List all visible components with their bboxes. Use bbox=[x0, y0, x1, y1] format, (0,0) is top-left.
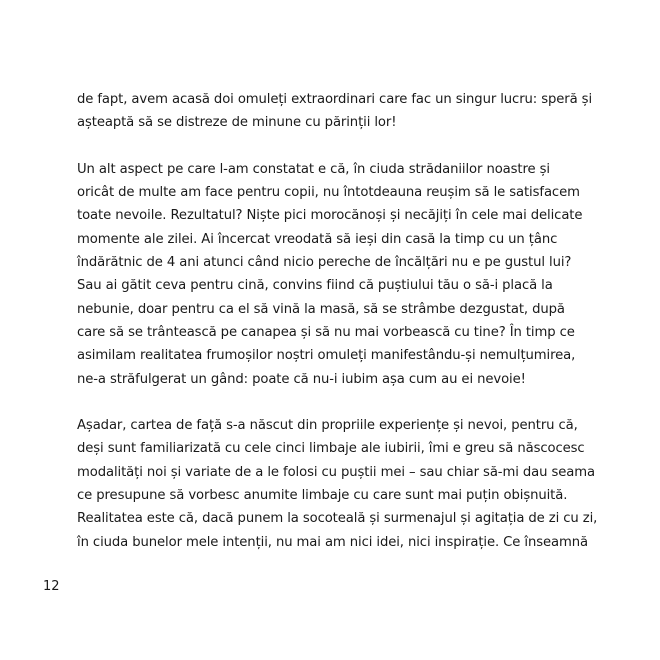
text-line: momente ale zilei. Ai încercat vreodată să ieși din casă la timp cu un țânc bbox=[77, 231, 558, 247]
paragraph-3 bbox=[77, 414, 598, 554]
paragraph-2 bbox=[77, 158, 583, 391]
text-line: Realitatea este că, dacă punem la socoteală și surmenajul și agitația de zi cu zi, bbox=[77, 511, 598, 527]
text-line: care să se trântească pe canapea și să nu mai vorbească cu tine? În timp ce bbox=[77, 324, 575, 340]
text-line: oricât de multe am face pentru copii, nu întotdeauna reușim să le satisfacem bbox=[77, 185, 580, 201]
text-line: așteaptă să se distreze de minune cu părinții lor! bbox=[77, 115, 397, 131]
text-line: toate nevoile. Rezultatul? Niște pici morocănoși și necăjiți în cele mai delicate bbox=[77, 208, 583, 224]
text-line: în ciuda bunelor mele intenții, nu mai am nici idei, nici inspirație. Ce înseamnă bbox=[77, 534, 588, 550]
page-number: 12 bbox=[43, 579, 60, 594]
text-line: ne-a străfulgerat un gând: poate că nu-i iubim așa cum au ei nevoie! bbox=[77, 371, 526, 387]
text-line: ce presupune să vorbesc anumite limbaje cu care sunt mai puțin obișnuită. bbox=[77, 488, 568, 504]
paragraph-1 bbox=[77, 88, 593, 135]
text-line: de fapt, avem acasă doi omuleți extraordinari care fac un singur lucru: speră și bbox=[77, 92, 593, 107]
text-line: asimilam realitatea frumoșilor noștri omuleți manifestându-și nemulțumirea, bbox=[77, 348, 576, 364]
text-line: Sau ai gătit ceva pentru cină, convins fiind că puștiului tău o să-i placă la bbox=[77, 278, 553, 294]
paragraph-spacer bbox=[77, 135, 577, 158]
text-line: Un alt aspect pe care l-am constatat e că, în ciuda strădaniilor noastre și bbox=[77, 161, 550, 177]
text-line: Așadar, cartea de față s-a născut din propriile experiențe și nevoi, pentru că, bbox=[77, 418, 578, 434]
text-line: îndărătnic de 4 ani atunci când nicio pereche de încălțări nu e pe gustul lui? bbox=[77, 255, 572, 271]
text-line: modalități noi și variate de a le folosi cu puștii mei – sau chiar să-mi dau seama bbox=[77, 464, 595, 480]
text-line: deși sunt familiarizată cu cele cinci limbaje ale iubirii, îmi e greu să născocesc bbox=[77, 441, 585, 457]
paragraph-spacer bbox=[77, 391, 577, 414]
page-body-text bbox=[77, 88, 598, 554]
text-line: nebunie, doar pentru ca el să vină la masă, să se strâmbe dezgustat, după bbox=[77, 301, 565, 317]
